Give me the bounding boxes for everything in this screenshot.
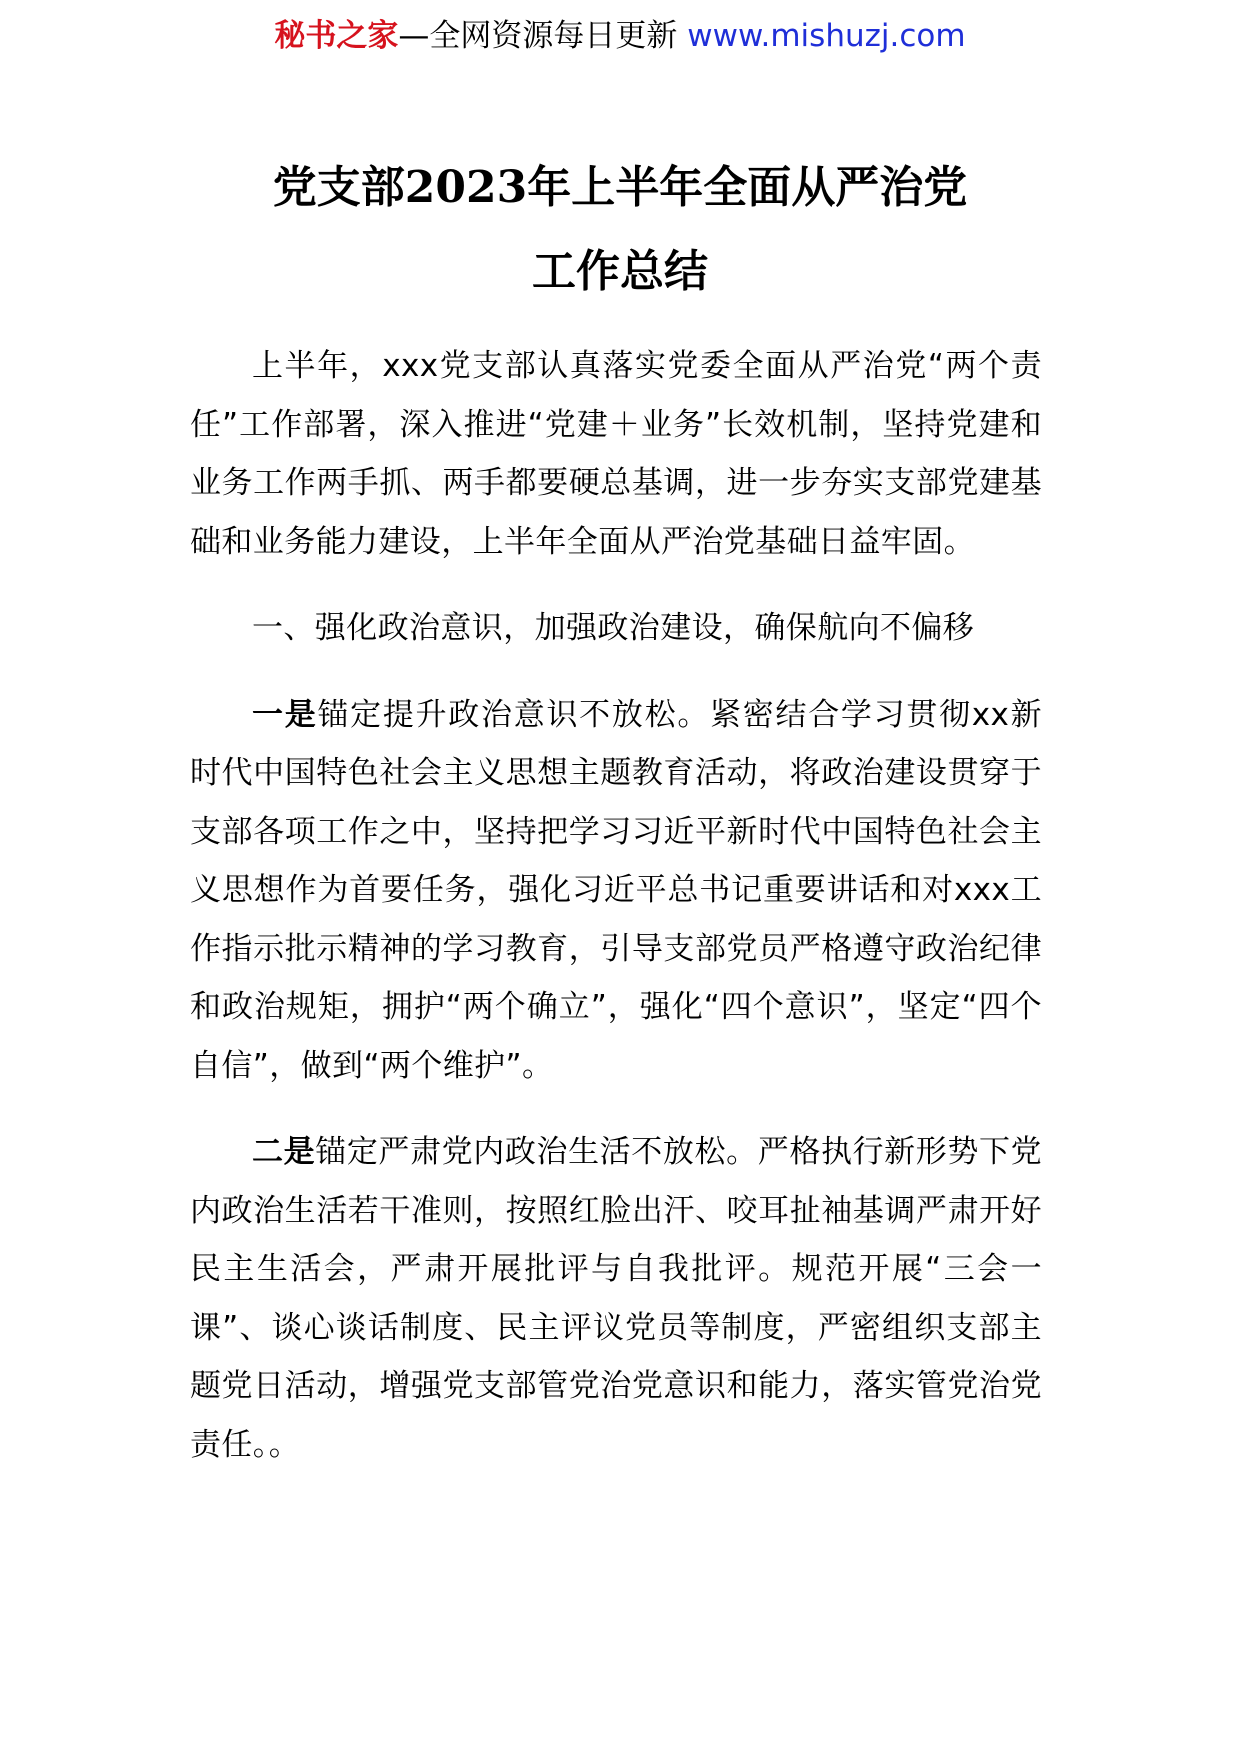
paragraph-lead: 二是 [252,1134,316,1170]
paragraph-lead: 一是 [252,696,318,733]
paragraph-text: 锚定严肃党内政治生活不放松。严格执行新形势下党内政治生活若干准则，按照红脸出汗、咬耳扯袖基调严肃开好民主生活会，严肃开展批评与自我批评。规范开展“三会一课”、谈心谈话制度、民主评议党员等制度，严密组织支部主题党日活动，增强党支部管党治党意识和能力，落实管党治党责任。。 [190,1134,1042,1463]
site-header [0,14,1240,58]
intro-paragraph: 上半年，xxx党支部认真落实党委全面从严治党“两个责任”工作部署，深入推进“党建＋业务”长效机制，坚持党建和业务工作两手抓、两手都要硬总基调，进一步夯实支部党建基础和业务能力建设，上半年全面从严治党基础日益牢固。 [190,348,1042,560]
title-line-2: 工作总结 [532,246,708,297]
section-heading: 一、强化政治意识，加强政治建设，确保航向不偏移 [252,610,975,646]
title-line-1: 党支部2023年上半年全面从严治党 [272,162,968,213]
paragraph-text: 锚定提升政治意识不放松。紧密结合学习贯彻xx新时代中国特色社会主义思想主题教育活动，将政治建设贯穿于支部各项工作之中，坚持把学习习近平新时代中国特色社会主义思想作为首要任务，强化习近平总书记重要讲话和对xxx工作指示批示精神的学习教育，引导支部党员严格遵守政治纪律和政治规矩，拥护“两个确立”，强化“四个意识”，坚定“四个自信”，做到“两个维护”。 [190,696,1042,1084]
body-paragraph-2 [190,1123,1042,1474]
site-tagline: —全网资源每日更新 [398,18,688,54]
body-paragraph-1 [190,686,1042,1096]
document-title [0,146,1240,314]
site-brand: 秘书之家 [274,18,399,54]
document-body [190,337,1042,1474]
site-url-link[interactable]: www.mishuzj.com [687,18,966,54]
